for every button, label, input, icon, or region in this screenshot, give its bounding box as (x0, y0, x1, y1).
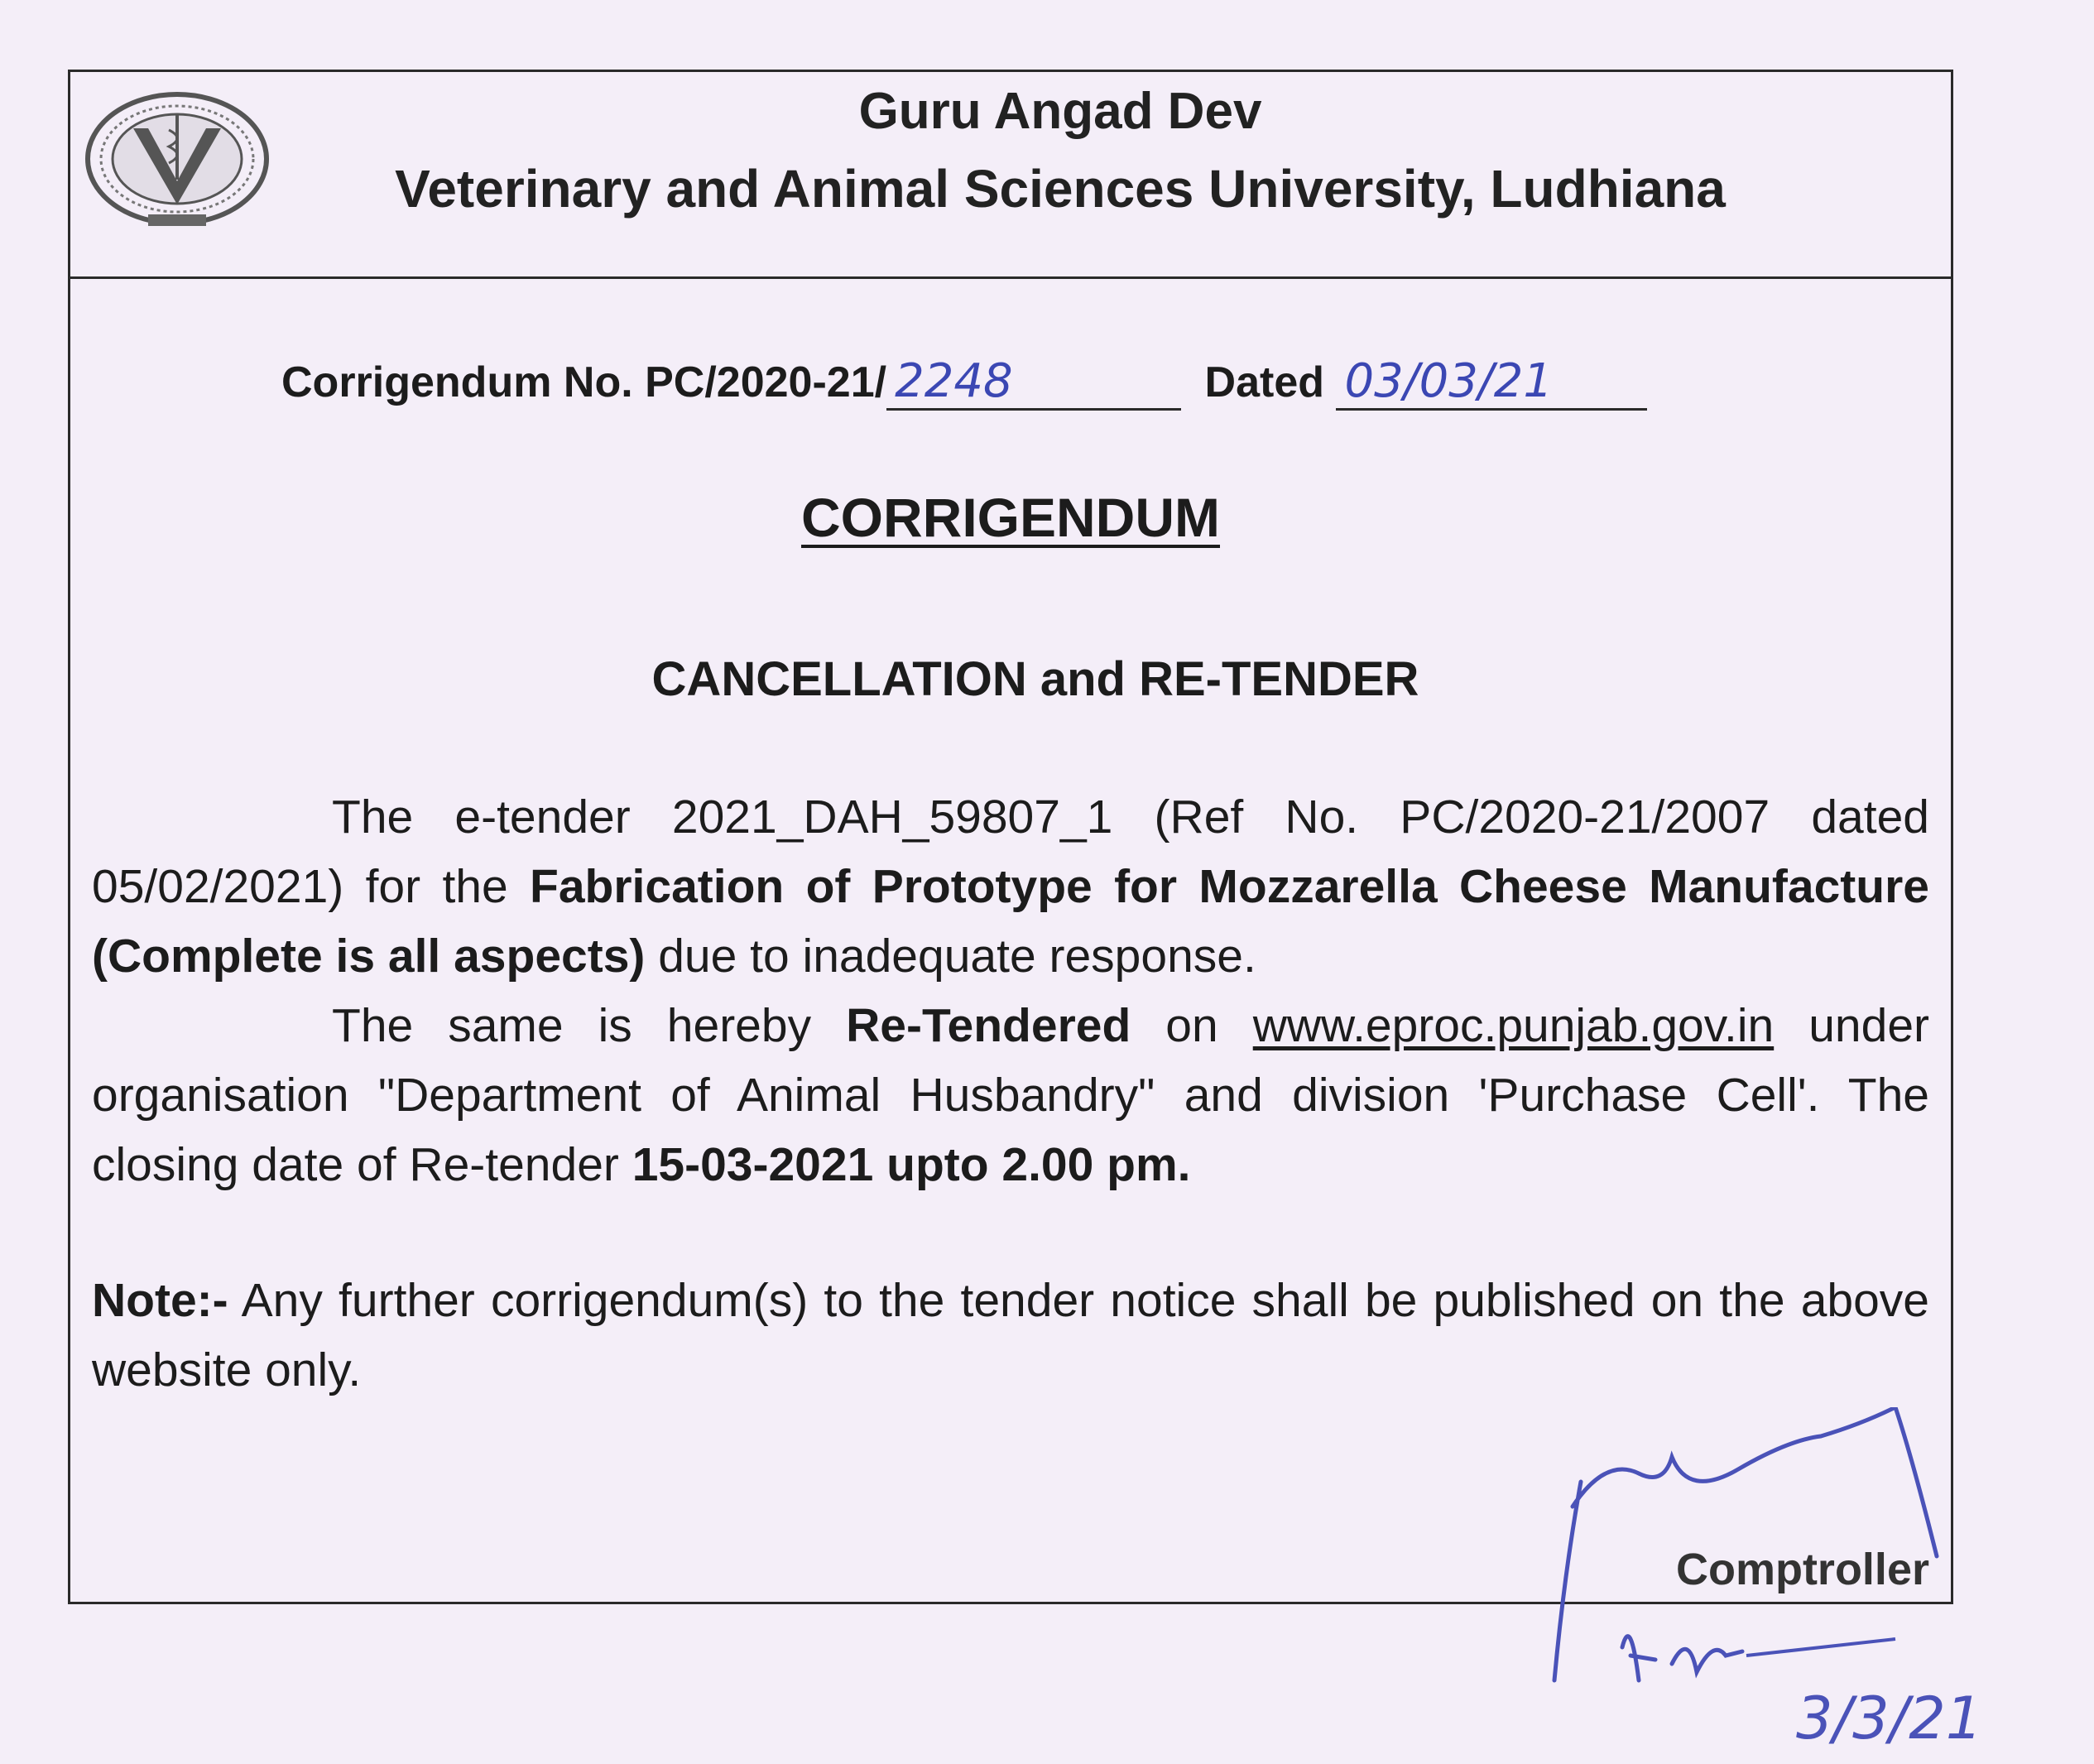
document-subtitle: CANCELLATION and RE-TENDER (651, 652, 1419, 706)
note-paragraph: Note:- Any further corrigendum(s) to the tender notice shall be published on the above website only. (92, 1274, 1929, 1396)
paragraph-retender: The same is hereby Re-Tendered on www.eproc.punjab.gov.in under organisation "Department of Animal Husbandry" and division 'Purchase Cell'. The closing date of Re-tender 15-03-2021 upto 2.00 pm. (92, 999, 1930, 1191)
signature-date: 3/3/21 (1796, 1685, 1983, 1752)
paragraph-cancellation: The e-tender 2021_DAH_59807_1 (Ref No. PC/2020-21/2007 dated 05/02/2021) for the Fabrication of Prototype for Mozzarella Cheese Manufacture (Complete is all aspects) due to inadequate response. (92, 791, 1929, 983)
letterhead (70, 72, 1951, 279)
tender-subject: Fabrication of Prototype for Mozzarella Cheese Manufacture (Complete is all aspects) (92, 860, 1929, 983)
handwritten-signature (1548, 1407, 2044, 1763)
eproc-link[interactable]: www.eproc.punjab.gov.in (1252, 999, 1775, 1052)
document-frame (68, 70, 1953, 1604)
closing-date: 15-03-2021 upto 2.00 pm. (632, 1138, 1191, 1191)
reference-line (281, 353, 1647, 411)
corrigendum-number-field (886, 353, 1181, 411)
date-handwritten: 03/03/21 (1344, 354, 1553, 408)
university-name-line2: Veterinary and Animal Sciences University, Ludhiana (395, 159, 1726, 219)
date-field (1336, 353, 1647, 411)
corrigendum-number-handwritten: 2248 (895, 354, 1013, 408)
university-name-line1: Guru Angad Dev (858, 83, 1262, 140)
note-label: Note:- (92, 1274, 228, 1327)
document-title: CORRIGENDUM (801, 487, 1220, 548)
signatory-title: Comptroller (1675, 1545, 1929, 1594)
dated-label: Dated (1204, 358, 1325, 406)
corrigendum-number-label: Corrigendum No. PC/2020-21/ (281, 358, 887, 406)
